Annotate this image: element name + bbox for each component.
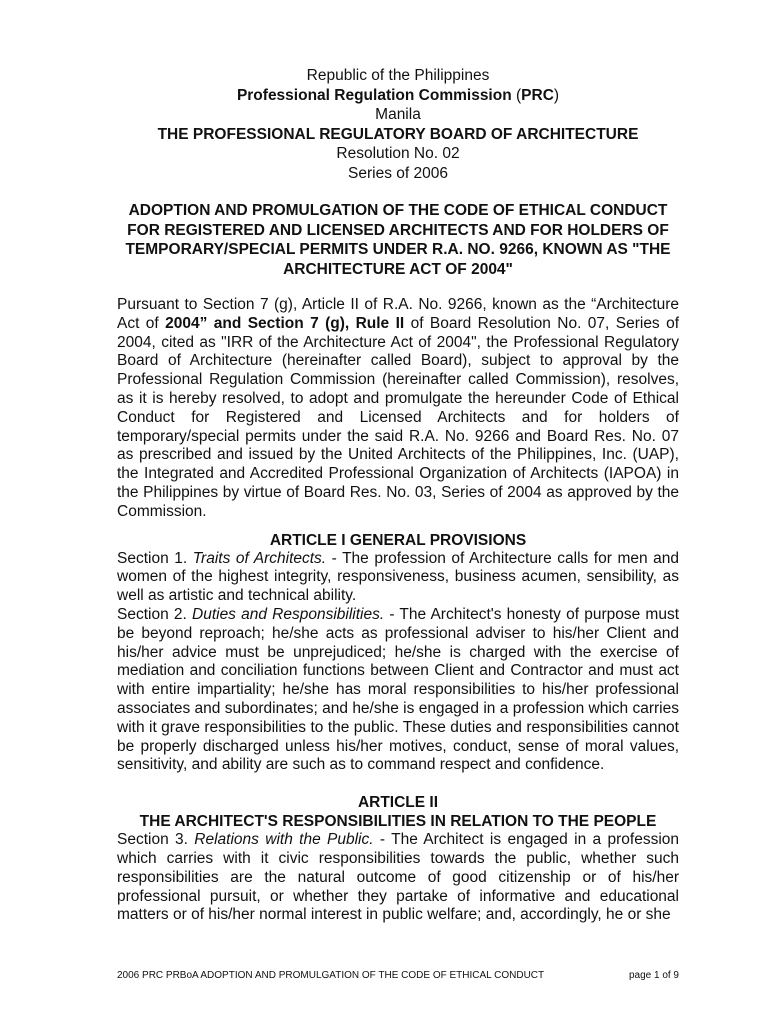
prc-close-paren: )	[553, 86, 560, 104]
article-2-subheading: THE ARCHITECT'S RESPONSIBILITIES IN RELATION TO THE PEOPLE	[139, 813, 657, 831]
section-2	[117, 606, 679, 775]
footer-document-label: 2006 PRC PRBoA ADOPTION AND PROMULGATION OF THE CODE OF ETHICAL CONDUCT	[117, 970, 545, 981]
section-1-text: - The profession of Architecture calls for men and women of the highest integrity, responsiveness, business acumen, sensibility, as well as artistic and technical ability.	[117, 549, 679, 605]
city-line: Manila	[375, 106, 421, 123]
article-1-heading: ARTICLE I GENERAL PROVISIONS	[269, 531, 527, 549]
section-3-text: - The Architect is engaged in a profession which carries with it civic responsibilities towards the public, whether such responsibilities are the natural outcome of good citizenship or of his/her professional pursuit, or whether they partake of informative and educational matters or of his/her normal interest in public welfare; and, accordingly, he or she	[117, 831, 680, 924]
prc-open-paren: (	[511, 86, 522, 104]
prc-line	[117, 86, 679, 106]
document-title: ADOPTION AND PROMULGATION OF THE CODE OF ETHICAL CONDUCT FOR REGISTERED AND LICENSED ARCHITECTS AND FOR HOLDERS OF TEMPORARY/SPECIAL PERMITS UNDER R.A. NO. 9266, KNOWN AS "THE ARCHITECTURE ACT OF 2004"	[125, 202, 671, 278]
section-1-label: Section 1.	[117, 549, 193, 567]
preamble-paragraph	[117, 296, 679, 522]
prc-abbr: PRC	[521, 86, 554, 104]
section-2-title: Duties and Responsibilities.	[192, 605, 385, 623]
article-2-heading: ARTICLE II	[357, 794, 439, 812]
section-1	[117, 550, 679, 606]
preamble-bold: 2004” and Section 7 (g), Rule II	[165, 314, 405, 332]
section-3-label: Section 3.	[117, 831, 195, 849]
section-3	[117, 831, 679, 925]
document-header	[117, 66, 679, 183]
section-3-title: Relations with the Public.	[194, 831, 374, 849]
document-page	[117, 66, 679, 925]
footer-page-number: page 1 of 9	[628, 970, 679, 981]
prc-name: Professional Regulation Commission	[236, 86, 512, 104]
republic-line: Republic of the Philippines	[306, 67, 490, 84]
section-1-title: Traits of Architects.	[192, 549, 327, 567]
preamble-part2: of Board Resolution No. 07, Series of 2004, cited as "IRR of the Architecture Act of 2004", the Professional Regulatory Board of Architecture (hereinafter called Board), subject to approval by the Professional Regulation Commission (hereinafter called Commission), resolves, as it is hereby resolved, to adopt and promulgate the hereunder Code of Ethical Conduct for Registered and Licensed Architects and for holders of temporary/special permits under the said R.A. No. 9266 and Board Res. No. 07 as prescribed and issued by the United Architects of the Philippines, Inc. (UAP), the Integrated and Accredited Professional Organization of Architects (IAPOA) in the Philippines by virtue of Board Res. No. 03, Series of 2004 as approved by the Commission.	[117, 314, 680, 520]
preamble-part1: Pursuant to Section 7 (g), Article II of R.A. No. 9266, known as the “Architecture Act of	[117, 296, 679, 332]
series-line: Series of 2006	[348, 164, 448, 182]
page-footer	[117, 970, 679, 981]
resolution-line: Resolution No. 02	[336, 145, 460, 162]
board-line: THE PROFESSIONAL REGULATORY BOARD OF ARCHITECTURE	[157, 125, 639, 143]
section-2-label: Section 2.	[117, 605, 192, 623]
section-2-text: - The Architect's honesty of purpose must be beyond reproach; he/she acts as professional adviser to his/her Client and his/her advice must be unprejudiced; he/she is charged with the exercise of mediation and conciliation functions between Client and Contractor and must act with entire impartiality; he/she has moral responsibilities to his/her professional associates and subordinates; and he/she is engaged in a profession which carries with it grave responsibilities to the public. These duties and responsibilities cannot be properly discharged unless his/her motives, conduct, sense of moral values, sensitivity, and ability are such as to command respect and confidence.	[117, 605, 680, 774]
